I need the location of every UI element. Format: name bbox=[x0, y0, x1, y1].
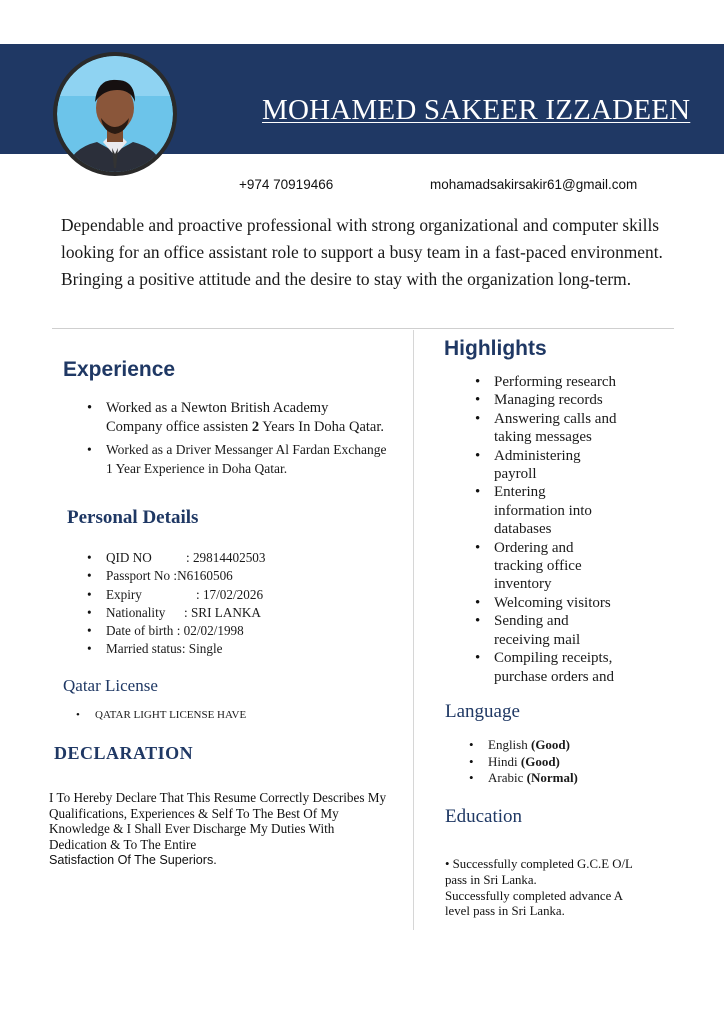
person-photo-icon bbox=[57, 56, 173, 172]
personal-details-list bbox=[106, 549, 266, 659]
detail-nationality: • Nationality : SRI LANKA bbox=[106, 604, 266, 622]
professional-summary: Dependable and proactive professional with strong organizational and computer skills looking for an office assistant role to support a busy team in a fast-paced environment. Bringing a positive attitude and the desire to stay with the organization long-term. bbox=[61, 215, 663, 289]
highlight-item: • Performing research bbox=[494, 373, 644, 391]
highlight-item: • Administering payroll bbox=[494, 447, 604, 484]
candidate-name: MOHAMED SAKEER IZZADEEN bbox=[262, 94, 691, 126]
highlight-item: • Sending and receiving mail bbox=[494, 612, 610, 649]
detail-passport: • Passport No :N6160506 bbox=[106, 567, 266, 585]
detail-married-status: • Married status: Single bbox=[106, 640, 266, 658]
highlight-item: • Welcoming visitors bbox=[494, 594, 644, 612]
detail-expiry: • Expiry : 17/02/2026 bbox=[106, 586, 266, 604]
education-text: • Successfully completed G.C.E O/L pass in Sri Lanka. Successfully completed advance A level pass in Sri Lanka. bbox=[445, 857, 633, 919]
license-list bbox=[95, 708, 246, 722]
phone-number: +974 70919466 bbox=[239, 177, 334, 192]
language-item: • Hindi (Good) bbox=[488, 754, 578, 771]
highlights-list bbox=[494, 373, 644, 686]
language-item: • English (Good) bbox=[488, 737, 578, 754]
language-item: • Arabic (Normal) bbox=[488, 770, 578, 787]
highlight-item: • Managing records bbox=[494, 391, 644, 409]
experience-item: • Worked as a Driver Messanger Al Fardan Exchange 1 Year Experience in Doha Qatar. bbox=[106, 441, 388, 478]
education-heading: Education bbox=[445, 806, 523, 827]
highlight-item: • Compiling receipts, purchase orders and bbox=[494, 649, 644, 686]
column-divider bbox=[413, 330, 414, 930]
profile-photo bbox=[53, 52, 177, 176]
personal-details-heading: Personal Details bbox=[67, 507, 199, 528]
experience-list bbox=[106, 399, 388, 478]
detail-date-of-birth: • Date of birth : 02/02/1998 bbox=[106, 622, 266, 640]
language-heading: Language bbox=[445, 701, 520, 722]
language-list bbox=[488, 737, 578, 787]
declaration-text: I To Hereby Declare That This Resume Correctly Describes My Qualifications, Experiences & Self To The Best Of My Knowledge & I Shall Ever Discharge My Duties With Dedication & To The Entire Satisfaction Of The Superiors. bbox=[49, 790, 387, 868]
email-address: mohamadsakirsakir61@gmail.com bbox=[430, 177, 638, 192]
declaration-heading: DECLARATION bbox=[54, 743, 194, 763]
highlights-heading: Highlights bbox=[444, 337, 547, 360]
qatar-license-heading: Qatar License bbox=[63, 676, 158, 695]
section-divider bbox=[52, 328, 674, 329]
experience-item: • Worked as a Newton British Academy Company office assisten 2 Years In Doha Qatar. bbox=[106, 399, 388, 436]
experience-heading: Experience bbox=[63, 358, 176, 381]
highlight-item: • Entering information into databases bbox=[494, 483, 610, 538]
license-item: • QATAR LIGHT LICENSE HAVE bbox=[95, 708, 246, 722]
detail-qid: • QID NO : 29814402503 bbox=[106, 549, 266, 567]
highlight-item: • Answering calls and taking messages bbox=[494, 410, 642, 447]
highlight-item: • Ordering and tracking office inventory bbox=[494, 539, 606, 594]
